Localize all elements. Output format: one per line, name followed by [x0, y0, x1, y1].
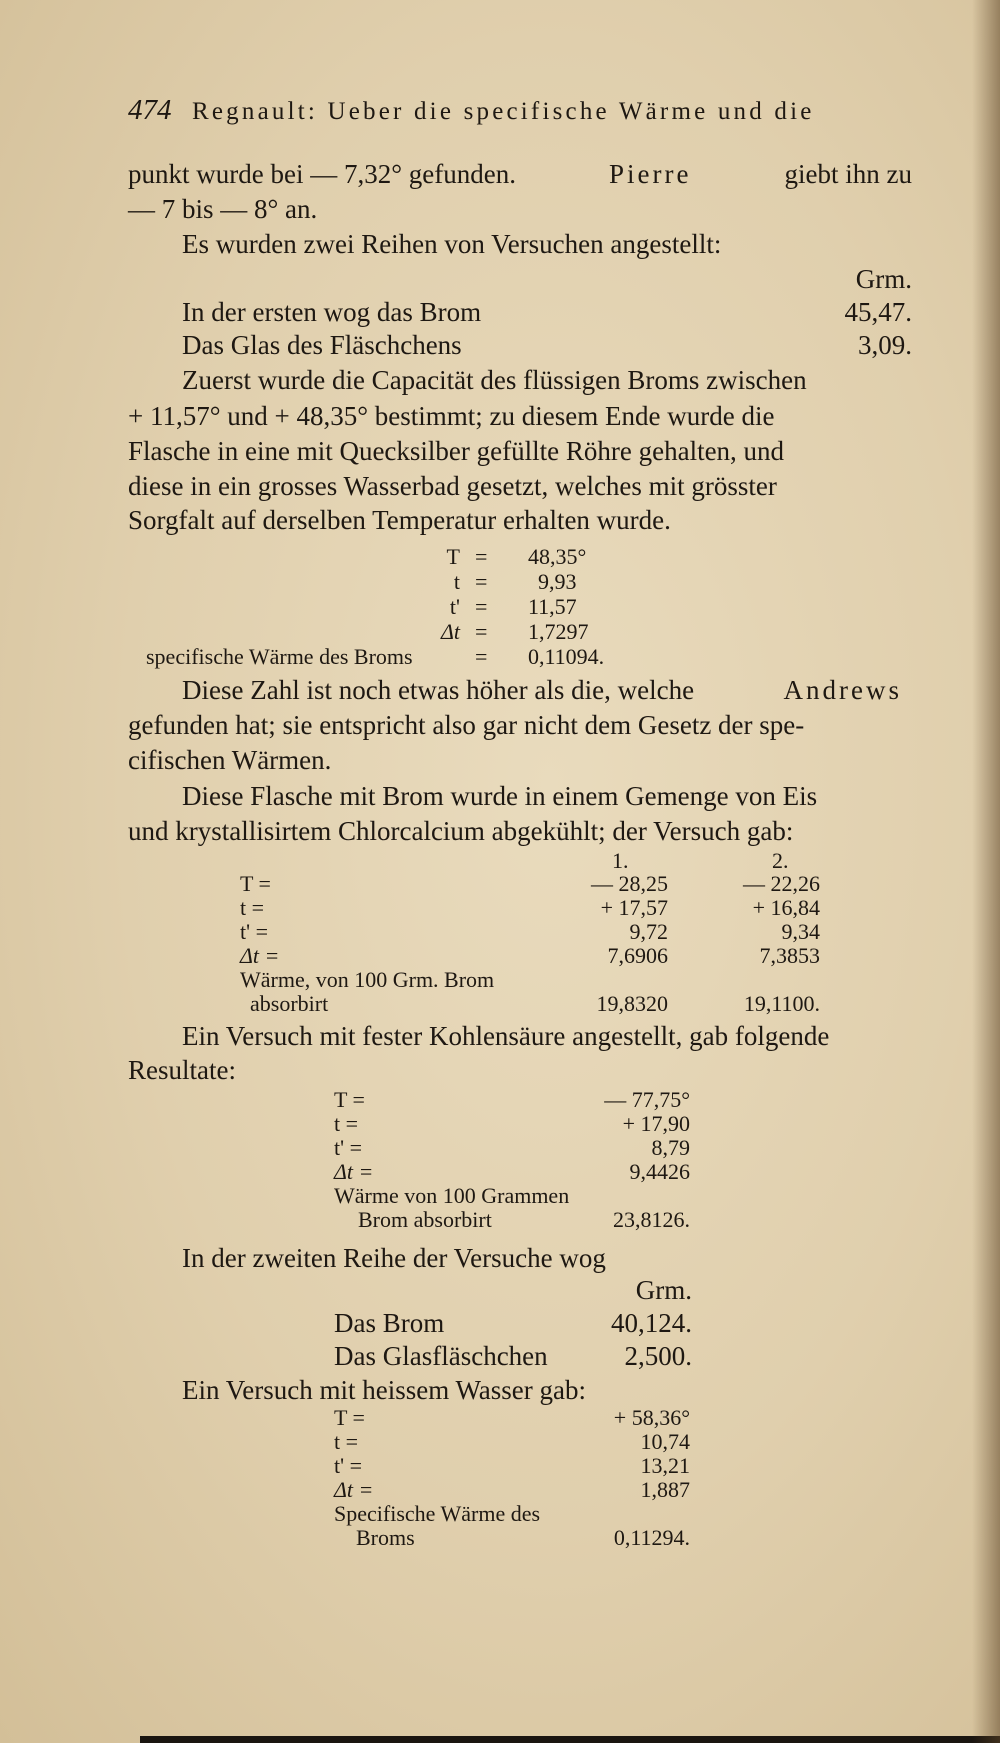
para1-line-1: Zuerst wurde die Capacität des flüssigen Broms zwischen — [182, 365, 807, 395]
table1-eq-T: = — [475, 544, 488, 569]
author-name-andrews: Andrews — [783, 675, 902, 705]
para2-line-2: gefunden hat; sie entspricht also gar nicht dem Gesetz der spe- — [128, 710, 805, 740]
intro-line-1 — [128, 158, 912, 190]
first-series-label-1: In der ersten wog das Brom — [182, 297, 482, 327]
first-series-value-1: 45,47. — [844, 297, 912, 327]
second-series-value-2: 2,500. — [624, 1341, 692, 1371]
table1-result-label: specifische Wärme des Broms — [146, 644, 413, 669]
page-number: 474 — [128, 94, 172, 126]
table4-value-delta-t: 1,887 — [640, 1477, 690, 1502]
author-name-pierre: Pierre — [609, 159, 692, 189]
table1-label-T: T — [446, 544, 460, 569]
table2-label-t: t = — [240, 895, 265, 920]
para1-line-4: diese in ein grosses Wasserbad gesetzt, welches mit grösster — [128, 471, 777, 501]
para4-line-2: Resultate: — [128, 1055, 236, 1085]
table2-v2-delta-t: 7,3853 — [759, 943, 820, 968]
table3-heat-label-1: Wärme von 100 Grammen — [334, 1183, 570, 1208]
table1-value-t-prime: 11,57 — [528, 594, 577, 619]
para3-line-1: Diese Flasche mit Brom wurde in einem Gemenge von Eis — [182, 781, 818, 811]
table2-label-t-prime: t' = — [240, 919, 268, 944]
table1-eq-t: = — [475, 569, 488, 594]
table1-result-eq: = — [475, 644, 488, 669]
second-series-label-1: Das Brom — [334, 1308, 445, 1338]
second-series-label-2: Das Glasfläschchen — [334, 1341, 548, 1371]
table4-label-t: t = — [334, 1429, 359, 1454]
intro-line-2: — 7 bis — 8° an. — [128, 194, 318, 224]
table4-value-t: 10,74 — [640, 1429, 690, 1454]
table1-label-delta-t: Δt — [440, 619, 460, 644]
intro-line-1-start: punkt wurde bei — 7,32° gefunden. — [128, 159, 516, 189]
table4-value-T: + 58,36° — [613, 1405, 690, 1430]
table4-intro: Ein Versuch mit heissem Wasser gab: — [182, 1375, 587, 1405]
table2-col-header-1: 1. — [612, 848, 629, 873]
table2-v1-t-prime: 9,72 — [629, 919, 668, 944]
table3-heat-label-2: Brom absorbirt — [358, 1207, 492, 1232]
table1-value-t: 9,93 — [538, 569, 577, 594]
table2-label-T: T = — [240, 871, 271, 896]
table4-label-delta-t: Δt = — [334, 1477, 374, 1502]
table3-value-T: — 77,75° — [604, 1087, 690, 1112]
intro-line-3: Es wurden zwei Reihen von Versuchen angestellt: — [182, 229, 722, 259]
table4-label-t-prime: t' = — [334, 1453, 362, 1478]
table3-heat-value: 23,8126. — [613, 1207, 690, 1232]
table4-result-value: 0,11294. — [613, 1525, 690, 1550]
table2-v1-T: — 28,25 — [591, 871, 668, 896]
table4-value-t-prime: 13,21 — [640, 1453, 690, 1478]
para1-line-2: + 11,57° und + 48,35° bestimmt; zu diesem Ende wurde die — [128, 401, 775, 431]
table1-value-T: 48,35° — [528, 544, 587, 569]
second-series-value-1: 40,124. — [611, 1308, 692, 1338]
table3-value-t: + 17,90 — [622, 1111, 690, 1136]
para2-line-1-start: Diese Zahl ist noch etwas höher als die, welche — [182, 675, 695, 705]
table2-label-delta-t: Δt = — [240, 943, 280, 968]
para4-line-1: Ein Versuch mit fester Kohlensäure angestellt, gab folgende — [182, 1021, 830, 1051]
table2-heat-v1: 19,8320 — [596, 991, 668, 1016]
first-series-value-2: 3,09. — [858, 330, 912, 360]
second-series-unit: Grm. — [635, 1275, 692, 1305]
running-title: Regnault: Ueber die specifische Wärme und die — [192, 98, 815, 125]
para1-line-5: Sorgfalt auf derselben Temperatur erhalten wurde. — [128, 505, 671, 535]
table1-eq-t-prime: = — [475, 594, 488, 619]
para2-line-3: cifischen Wärmen. — [128, 745, 332, 775]
para2-line-1 — [182, 674, 902, 706]
second-series-intro: In der zweiten Reihe der Versuche wog — [182, 1243, 606, 1273]
table3-label-t: t = — [334, 1111, 359, 1136]
table2-heat-v2: 19,1100. — [743, 991, 820, 1016]
intro-line-1-end: giebt ihn zu — [784, 159, 912, 189]
para3-line-2: und krystallisirtem Chlorcalcium abgekühlt; der Versuch gab: — [128, 816, 794, 846]
table1-label-t: t — [453, 569, 460, 594]
table2-v2-T: — 22,26 — [743, 871, 820, 896]
table3-label-T: T = — [334, 1087, 365, 1112]
table1-label-t-prime: t' — [449, 594, 460, 619]
table4-result-label-1: Specifische Wärme des — [334, 1501, 541, 1526]
table1-value-delta-t: 1,7297 — [528, 619, 589, 644]
table3-value-delta-t: 9,4426 — [629, 1159, 690, 1184]
table3-value-t-prime: 8,79 — [651, 1135, 690, 1160]
table2-v1-t: + 17,57 — [600, 895, 668, 920]
table2-v2-t: + 16,84 — [752, 895, 820, 920]
table2-heat-label-2: absorbirt — [250, 991, 329, 1016]
table2-v1-delta-t: 7,6906 — [607, 943, 668, 968]
table1-result-value: 0,11094. — [528, 644, 605, 669]
bottom-rule — [140, 1736, 1000, 1743]
table1-eq-delta-t: = — [475, 619, 488, 644]
para1-line-3: Flasche in eine mit Quecksilber gefüllte Röhre gehalten, und — [128, 436, 785, 466]
table2-v2-t-prime: 9,34 — [781, 919, 820, 944]
table2-heat-label-1: Wärme, von 100 Grm. Brom — [240, 967, 495, 992]
first-series-label-2: Das Glas des Fläschchens — [182, 330, 462, 360]
table2-col-header-2: 2. — [772, 848, 789, 873]
table4-result-label-2: Broms — [356, 1525, 415, 1550]
table3-label-delta-t: Δt = — [334, 1159, 374, 1184]
first-series-unit: Grm. — [855, 264, 912, 294]
table4-label-T: T = — [334, 1405, 365, 1430]
table3-label-t-prime: t' = — [334, 1135, 362, 1160]
